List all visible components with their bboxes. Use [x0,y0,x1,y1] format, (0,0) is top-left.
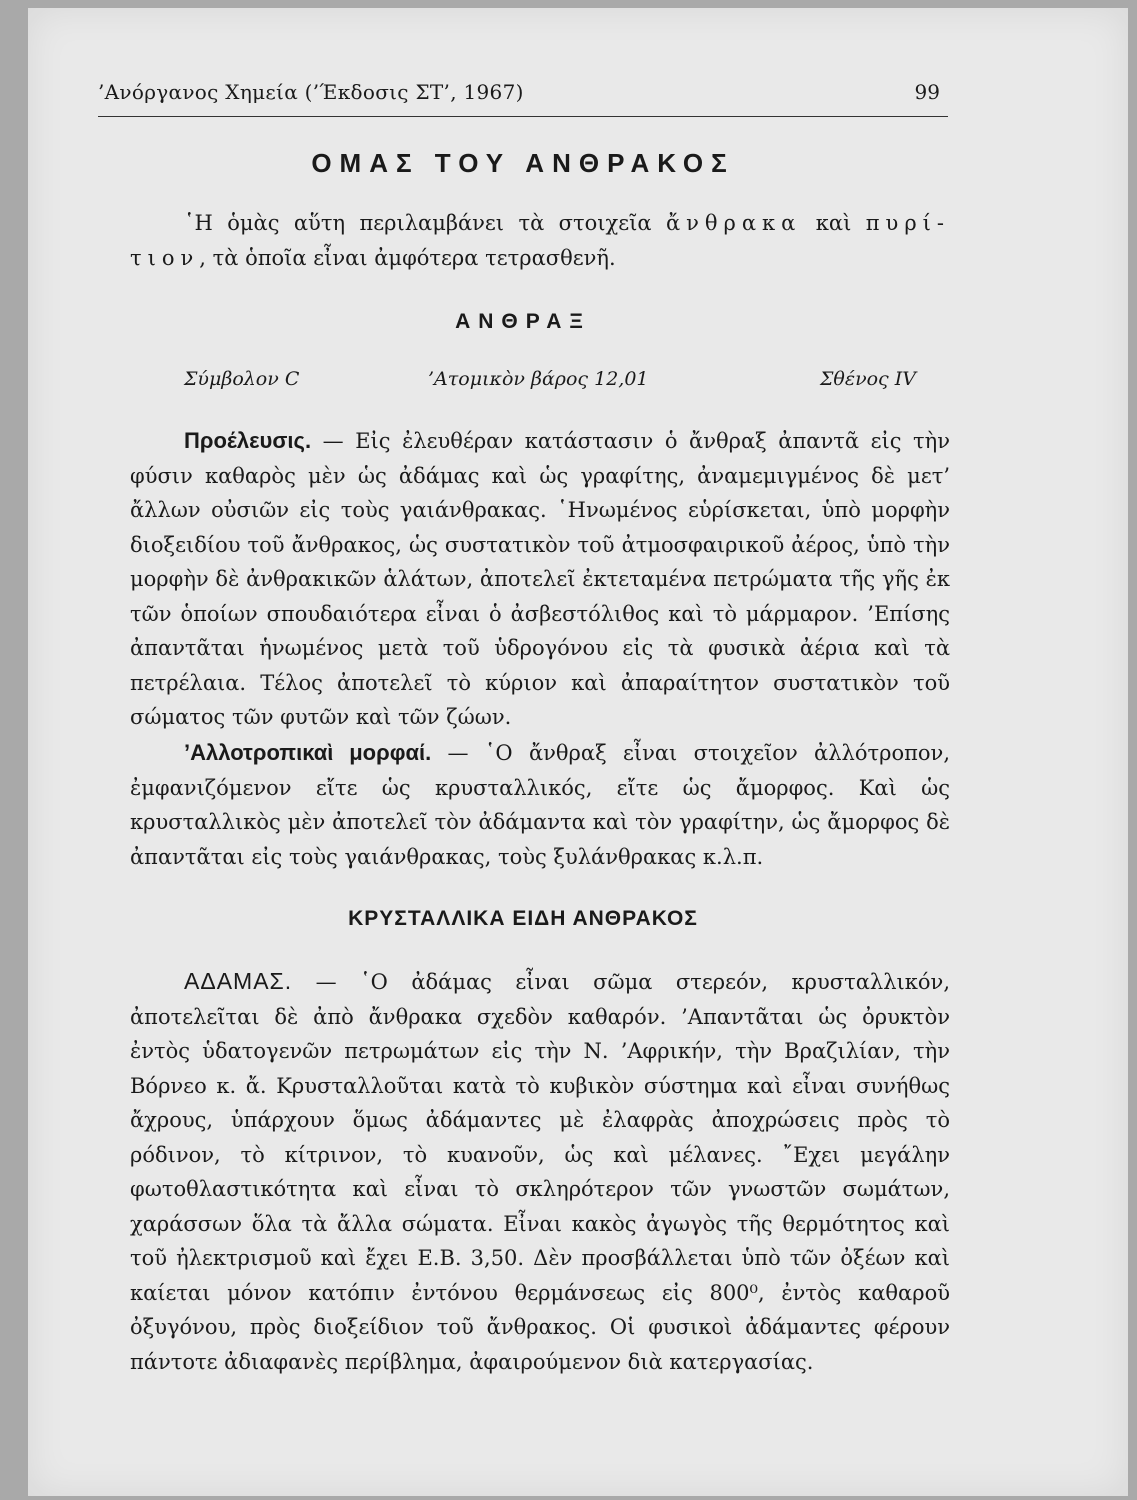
intro-spaced-silicon-a: πυρί- [865,211,950,235]
intro-spaced-silicon-b: τιον [130,245,200,270]
intro-spaced-carbon: ἄνθρακα [665,211,802,235]
allotropic-paragraph [130,736,950,874]
page-header [98,72,948,117]
origin-title: Προέλευσις. [184,428,312,453]
origin-paragraph [130,424,950,735]
diamond-title: ΑΔΑΜΑΣ. [184,968,293,994]
symbol-label: Σύμβολον C [184,368,300,390]
valence-label: Σθένος IV [820,368,916,390]
chapter-title: ΟΜΑΣ ΤΟΥ ΑΝΘΡΑΚΟΣ [311,148,735,178]
running-title: ’Ανόργανος Χημεία (’Έκδοσις ΣΤ’, 1967) [98,80,524,104]
page-number: 99 [914,80,940,104]
allotropic-text: — ῾Ο ἄνθραξ εἶναι στοιχεῖον ἀλλότροπον, ἐμφανιζόμενον εἴτε ὡς κρυσταλλικός, εἴτε ὡς ἄμορφος. Καὶ ὡς κρυσταλλικὸς μὲν ἀποτελεῖ τὸν ἀδάμαντα καὶ τὸν γραφίτην, ὡς ἄμορφος δὲ ἀπαντᾶται εἰς τοὺς γαιάνθρακας, τοὺς ξυλάνθρακας κ.λ.π. [130,741,950,869]
element-heading: ΑΝΘΡΑΞ [455,310,591,333]
intro-paragraph [130,206,950,275]
allotropic-title: ’Αλλοτροπικαὶ μορφαί. [184,740,432,765]
diamond-paragraph [130,964,950,1379]
diamond-text: — ῾Ο ἀδάμας εἶναι σῶμα στερεόν, κρυσταλλικόν, ἀποτελεῖται δὲ ἀπὸ ἄνθρακα σχεδὸν καθαρόν. ’Απαντᾶται ὡς ὀρυκτὸν ἐντὸς ὑδατογενῶν πετρωμάτων εἰς τὴν Ν. ’Αφρικήν, τὴν Βραζιλίαν, τὴν Βόρνεο κ. ἄ. Κρυσταλλοῦται κατὰ τὸ κυβικὸν σύστημα καὶ εἶναι συνήθως ἄχρους, ὑπάρχουν ὅμως ἀδάμαντες μὲ ἐλαφρὰς ἀποχρώσεις πρὸς τὸ ρόδινον, τὸ κίτρινον, τὸ κυανοῦν, ὡς καὶ μέλανες. ῎Εχει μεγάλην φωτοθλαστικότητα καὶ εἶναι τὸ σκληρότερον τῶν γνωστῶν σωμάτων, χαράσσων ὅλα τὰ ἄλλα σώματα. Εἶναι κακὸς ἀγωγὸς τῆς θερμότητος καὶ τοῦ ἠλεκτρισμοῦ καὶ ἔχει Ε.Β. 3,50. Δὲν προσβάλλεται ὑπὸ τῶν ὀξέων καὶ καίεται μόνον κατόπιν ἐντόνου θερμάνσεως εἰς 800⁰, ἐντὸς καθαροῦ ὀξυγόνου, πρὸς διοξείδιον τοῦ ἄνθρακος. Οἱ φυσικοὶ ἀδάμαντες φέρουν πάντοτε ἀδιαφανὲς περίβλημα, ἀφαιρούμενον διὰ κατεργασίας. [130,970,950,1374]
intro-text-a: ῾Η ὁμὰς αὕτη περιλαμβάνει τὰ στοιχεῖα [184,211,666,235]
intro-text-c: , τὰ ὁποῖα εἶναι ἀμφότερα τετρασθενῆ. [199,245,616,270]
origin-text: — Εἰς ἐλευθέραν κατάστασιν ὁ ἄνθραξ ἀπαντᾶ εἰς τὴν φύσιν καθαρὸς μὲν ὡς ἀδάμας καὶ ὡς γραφίτης, ἀναμεμιγμένος δὲ μετ’ ἄλλων οὐσιῶν εἰς τοὺς γαιάνθρακας. ῾Ηνωμένος εὑρίσκεται, ὑπὸ μορφὴν διοξειδίου τοῦ ἄνθρακος, ὡς συστατικὸν τοῦ ἀτμοσφαιρικοῦ ἀέρος, ὑπὸ τὴν μορφὴν δὲ ἀνθρακικῶν ἁλάτων, ἀποτελεῖ ἐκτεταμένα πετρώματα τῆς γῆς ἐκ τῶν ὁποίων σπουδαιότερα εἶναι ὁ ἀσβεστόλιθος καὶ τὸ μάρμαρον. ’Επίσης ἀπαντᾶται ἡνωμένος μετὰ τοῦ ὑδρογόνου εἰς τὰ φυσικὰ ἀέρια καὶ τὰ πετρέλαια. Τέλος ἀποτελεῖ τὸ κύριον καὶ ἀπαραίτητον συστατικὸν τοῦ σώματος τῶν φυτῶν καὶ τῶν ζώων. [130,429,950,729]
intro-text-b: καὶ [801,211,866,235]
section-title: ΚΡΥΣΤΑΛΛΙΚΑ ΕΙΔΗ ΑΝΘΡΑΚΟΣ [348,907,698,930]
atomic-weight-label: ’Ατομικὸν βάρος 12,01 [428,368,649,390]
